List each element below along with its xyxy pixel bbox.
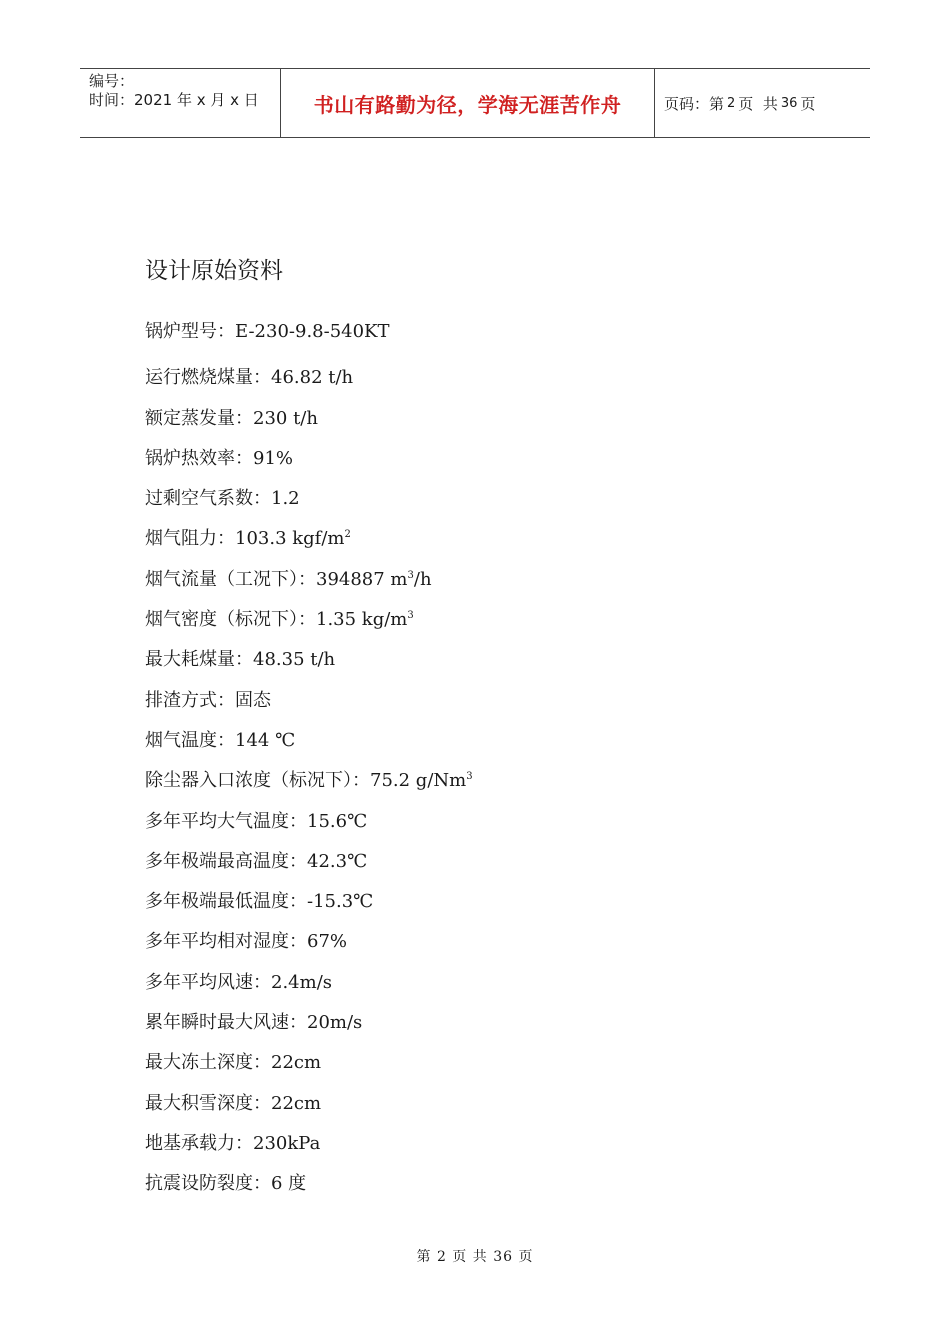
parameter-text: 多年极端最高温度：42.3℃ (145, 850, 368, 872)
parameter-text: 多年平均风速：2.4m/s (145, 971, 332, 993)
parameter-text: 抗震设防裂度：6 度 (145, 1173, 307, 1195)
parameter-text: 多年平均大气温度：15.6℃ (145, 810, 368, 832)
page-suffix: 页 (800, 94, 816, 113)
parameter-item (145, 560, 473, 600)
parameter-text: 除尘器入口浓度（标况下）：75.2 g/Nm (145, 770, 467, 792)
parameter-text: 运行燃烧煤量：46.82 t/h (145, 367, 354, 389)
header-page-info (655, 69, 870, 137)
page-middle: 页 共 (738, 94, 778, 113)
design-parameter-list (145, 312, 473, 1205)
parameter-text: 最大积雪深度：22cm (145, 1092, 322, 1114)
page-prefix: 页码：第 (664, 94, 725, 113)
parameter-item (145, 358, 473, 398)
parameter-text: 烟气流量（工况下）：394887 m (145, 568, 408, 590)
parameter-item (145, 519, 473, 559)
parameter-superscript: 3 (407, 610, 414, 622)
parameter-text: 烟气温度：144 ℃ (145, 729, 296, 751)
parameter-text: 最大冻土深度：22cm (145, 1052, 322, 1074)
parameter-item (145, 922, 473, 962)
parameter-item (145, 479, 473, 519)
parameter-item (145, 963, 473, 1003)
parameter-superscript: 3 (466, 771, 473, 783)
parameter-item (145, 1043, 473, 1083)
parameter-text: 锅炉型号：E-230-9.8-540KT (145, 321, 390, 342)
serial-label: 编号： (89, 72, 135, 90)
parameter-item (145, 761, 473, 801)
parameter-text: 烟气密度（标况下）：1.35 kg/m (145, 609, 408, 631)
parameter-text: 多年平均相对湿度：67% (145, 931, 348, 953)
page-current: 2 (727, 95, 736, 111)
parameter-text: 排渣方式：固态 (145, 689, 271, 711)
header-meta (80, 69, 281, 137)
parameter-text: 多年极端最低温度：-15.3℃ (145, 891, 374, 913)
parameter-item (145, 1164, 473, 1204)
parameter-item (145, 600, 473, 640)
parameter-item (145, 842, 473, 882)
parameter-superscript: 2 (344, 529, 351, 541)
parameter-item (145, 1124, 473, 1164)
parameter-item (145, 439, 473, 479)
parameter-text: 地基承载力：230kPa (145, 1132, 321, 1154)
page-total: 36 (780, 95, 798, 111)
parameter-item (145, 882, 473, 922)
page-footer: 第 2 页 共 36 页 (416, 1249, 534, 1265)
header-motto-cell (281, 69, 655, 137)
parameter-item (145, 640, 473, 680)
parameter-text: 额定蒸发量：230 t/h (145, 407, 318, 429)
parameter-item (145, 1003, 473, 1043)
parameter-text: 最大耗煤量：48.35 t/h (145, 649, 336, 671)
date-line: 时间：2021 年 x 月 x 日 (89, 91, 259, 109)
parameter-item (145, 1084, 473, 1124)
parameter-item (145, 721, 473, 761)
parameter-item (145, 399, 473, 439)
parameter-unit-suffix: /h (413, 568, 432, 590)
parameter-superscript: 3 (407, 569, 414, 581)
parameter-text: 锅炉热效率：91% (145, 447, 294, 469)
document-title: 设计原始资料 (145, 258, 283, 284)
parameter-text: 过剩空气系数：1.2 (145, 488, 300, 510)
page-header (80, 68, 870, 138)
header-motto: 书山有路勤为径，学海无涯苦作舟 (313, 92, 622, 117)
parameter-text: 烟气阻力：103.3 kgf/m (145, 528, 345, 550)
parameter-item (145, 681, 473, 721)
parameter-item (145, 802, 473, 842)
parameter-item (145, 312, 473, 352)
parameter-text: 累年瞬时最大风速：20m/s (145, 1012, 363, 1034)
